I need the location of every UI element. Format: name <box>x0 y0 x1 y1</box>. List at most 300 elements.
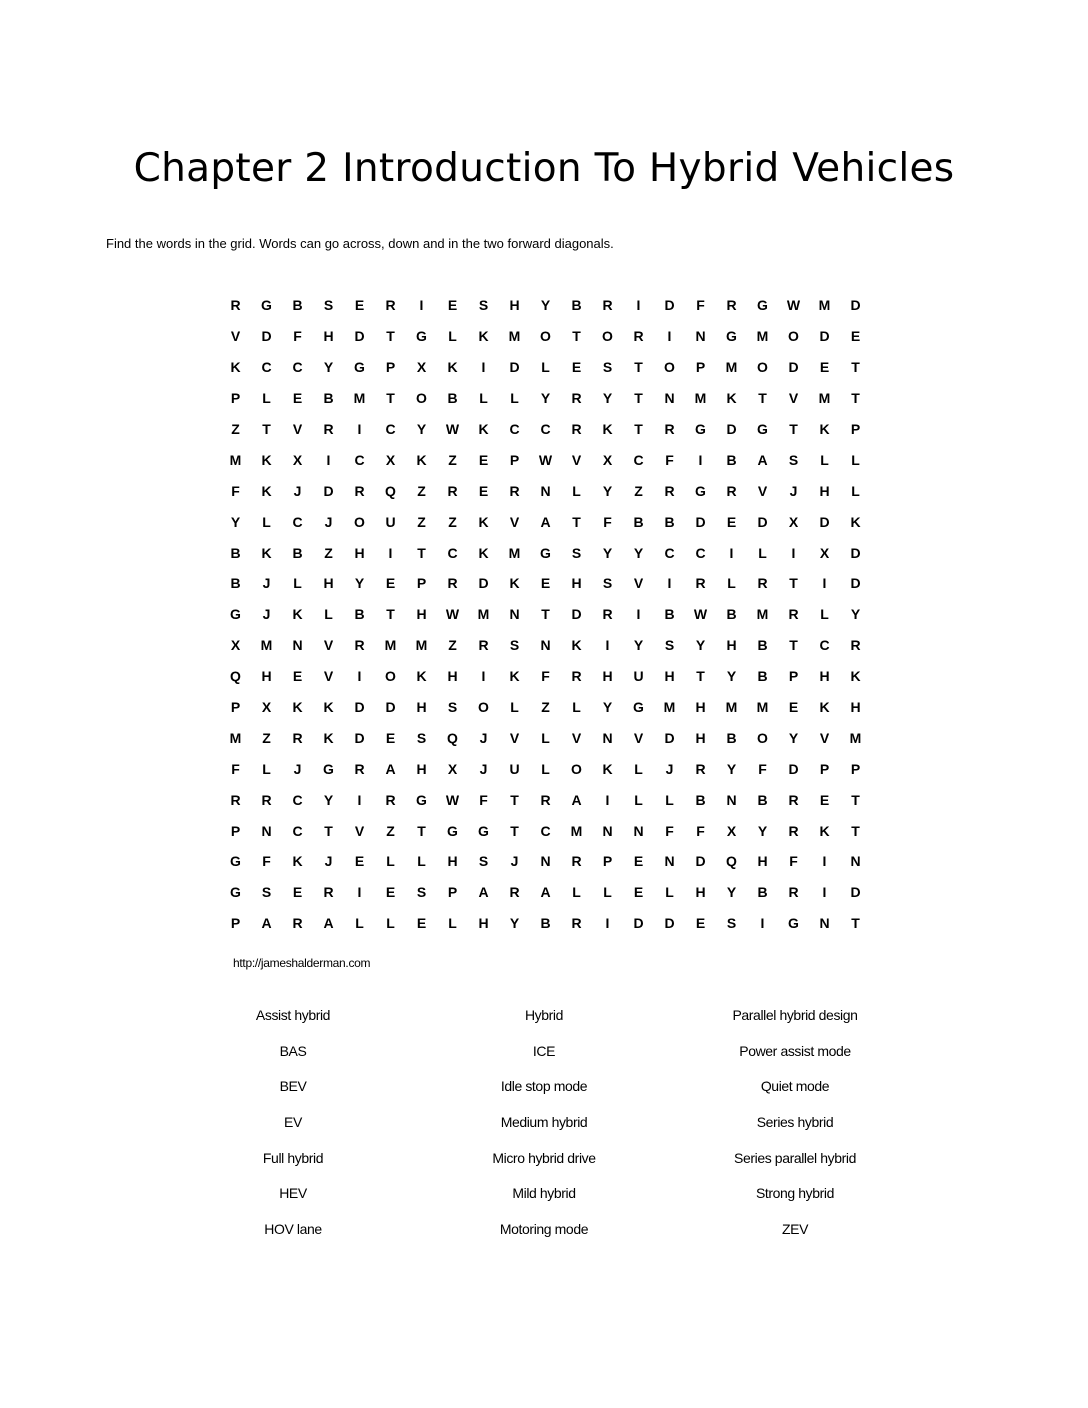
grid-cell: D <box>819 513 830 530</box>
grid-cell: S <box>788 451 799 468</box>
grid-cell: T <box>572 328 581 345</box>
word-list-item: Medium hybrid <box>500 1114 588 1131</box>
grid-cell: G <box>230 884 241 901</box>
grid-cell: Q <box>726 853 737 870</box>
grid-cell: G <box>726 328 737 345</box>
grid-cell: R <box>633 328 644 345</box>
grid-cell: J <box>324 853 333 870</box>
grid-cell: C <box>292 822 303 839</box>
grid-cell: V <box>788 390 799 407</box>
grid-cell: K <box>726 390 737 407</box>
grid-cell: E <box>385 575 396 592</box>
grid-cell: R <box>509 482 520 499</box>
grid-cell: L <box>758 544 767 561</box>
grid-cell: G <box>695 421 706 437</box>
grid-cell: D <box>261 328 272 345</box>
grid-cell: T <box>851 359 860 376</box>
grid-cell: T <box>417 822 426 839</box>
grid-cell: G <box>261 297 272 314</box>
word-list-item: Quiet mode <box>760 1078 830 1095</box>
grid-cell: D <box>354 729 365 746</box>
grid-cell: O <box>478 699 489 716</box>
grid-cell: H <box>447 668 458 685</box>
grid-cell: C <box>540 822 551 839</box>
grid-cell: Q <box>385 482 396 499</box>
word-list <box>168 998 920 1248</box>
grid-cell: O <box>540 328 551 345</box>
grid-cell: R <box>292 729 303 746</box>
grid-cell: L <box>479 390 488 407</box>
grid-cell: C <box>292 791 303 808</box>
grid-cell: Z <box>262 729 271 746</box>
grid-cell: X <box>447 760 458 777</box>
grid-cell: S <box>323 297 334 314</box>
grid-cell: K <box>447 359 458 376</box>
grid-cell: J <box>510 853 519 870</box>
grid-cell: M <box>508 328 521 345</box>
grid-cell: O <box>385 668 396 685</box>
grid-cell: H <box>416 760 427 777</box>
grid-cell: R <box>571 915 582 932</box>
grid-cell: I <box>357 791 362 808</box>
grid-cell: Y <box>323 791 334 808</box>
grid-cell: W <box>445 421 460 437</box>
grid-cell: E <box>788 699 799 716</box>
grid-cell: V <box>354 822 365 839</box>
word-list-item: Parallel hybrid design <box>732 1007 858 1023</box>
grid-cell: K <box>571 637 582 654</box>
grid-cell: H <box>261 668 272 685</box>
grid-cell: O <box>354 513 365 530</box>
grid-cell: R <box>323 421 334 437</box>
grid-cell: R <box>354 760 365 777</box>
grid-cell: B <box>726 451 737 468</box>
grid-cell: G <box>757 421 768 437</box>
grid-cell: Y <box>602 482 613 499</box>
grid-cell: F <box>758 760 767 777</box>
grid-cell: J <box>479 760 488 777</box>
grid-cell: T <box>510 822 519 839</box>
grid-cell: Z <box>541 699 550 716</box>
grid-cell: M <box>756 328 769 345</box>
grid-cell: L <box>262 390 271 407</box>
grid-cell: R <box>447 575 458 592</box>
grid-cell: E <box>478 451 489 468</box>
grid-cell: N <box>850 853 861 870</box>
grid-cell: G <box>447 822 458 839</box>
grid-cell: N <box>664 853 675 870</box>
grid-cell: Y <box>602 699 613 716</box>
grid-cell: Y <box>323 359 334 376</box>
grid-cell: T <box>572 513 581 530</box>
grid-cell: R <box>788 822 799 839</box>
grid-cell: U <box>633 668 644 685</box>
word-list-item: Strong hybrid <box>755 1185 835 1202</box>
grid-cell: R <box>230 791 241 808</box>
grid-cell: X <box>230 637 241 654</box>
grid-cell: J <box>262 575 271 592</box>
grid-cell: V <box>633 575 644 592</box>
grid-cell: D <box>726 421 737 437</box>
grid-cell: O <box>602 328 613 345</box>
grid-cell: K <box>323 729 334 746</box>
grid-cell: M <box>694 390 707 407</box>
grid-cell: J <box>293 482 302 499</box>
grid-cell: T <box>851 915 860 932</box>
grid-row <box>220 692 871 723</box>
word-list-item: BAS <box>279 1042 307 1059</box>
grid-cell: N <box>540 637 551 654</box>
word-list-item: Motoring mode <box>499 1221 589 1238</box>
grid-row <box>220 568 871 599</box>
grid-cell: C <box>540 421 551 437</box>
grid-cell: E <box>354 853 365 870</box>
grid-cell: D <box>354 328 365 345</box>
word-list-item: Micro hybrid drive <box>492 1149 596 1166</box>
grid-cell: M <box>353 390 366 407</box>
grid-cell: K <box>509 668 520 685</box>
grid-cell: H <box>695 699 706 716</box>
grid-cell: S <box>416 884 427 901</box>
grid-cell: H <box>695 729 706 746</box>
grid-cell: M <box>415 637 428 654</box>
grid-cell: D <box>664 915 675 932</box>
grid-cell: P <box>850 760 861 777</box>
grid-cell: T <box>851 791 860 808</box>
grid-cell: L <box>851 482 860 499</box>
grid-cell: T <box>789 637 798 654</box>
grid-cell: V <box>323 668 334 685</box>
grid-cell: X <box>819 544 830 561</box>
grid-cell: T <box>324 822 333 839</box>
grid-cell: U <box>509 760 520 777</box>
page-title: Chapter 2 Introduction To Hybrid Vehicles <box>133 146 955 191</box>
grid-cell: A <box>261 915 272 932</box>
grid-cell: C <box>664 544 675 561</box>
grid-cell: I <box>419 297 424 314</box>
grid-cell: X <box>416 359 427 376</box>
grid-cell: R <box>354 482 365 499</box>
grid-cell: R <box>602 606 613 623</box>
grid-cell: C <box>695 544 706 561</box>
grid-cell: L <box>510 390 519 407</box>
grid-cell: R <box>540 791 551 808</box>
grid-cell: F <box>665 822 674 839</box>
grid-cell: R <box>602 297 613 314</box>
grid-row <box>220 352 871 383</box>
grid-cell: L <box>665 884 674 901</box>
grid-cell: L <box>820 606 829 623</box>
grid-cell: W <box>445 791 460 808</box>
word-list-item: Assist hybrid <box>255 1007 331 1023</box>
grid-cell: E <box>447 297 458 314</box>
grid-cell: T <box>851 822 860 839</box>
grid-cell: R <box>695 760 706 777</box>
grid-cell: F <box>262 853 271 870</box>
grid-cell: M <box>849 729 862 746</box>
grid-cell: A <box>571 791 582 808</box>
grid-cell: K <box>478 328 489 345</box>
grid-cell: Y <box>726 884 737 901</box>
grid-cell: Z <box>448 637 457 654</box>
grid-cell: X <box>292 451 303 468</box>
grid-cell: V <box>230 328 241 345</box>
word-list-item: Power assist mode <box>739 1042 851 1059</box>
grid-cell: J <box>479 729 488 746</box>
grid-cell: Q <box>230 668 241 685</box>
grid-cell: Y <box>726 668 737 685</box>
grid-cell: I <box>667 575 672 592</box>
grid-row <box>220 784 871 815</box>
grid-cell: A <box>540 513 551 530</box>
grid-cell: Y <box>788 729 799 746</box>
grid-cell: I <box>357 884 362 901</box>
grid-cell: B <box>230 575 241 592</box>
grid-cell: I <box>481 359 486 376</box>
grid-cell: Z <box>231 421 240 437</box>
grid-cell: L <box>572 482 581 499</box>
grid-cell: B <box>571 297 582 314</box>
grid-cell: Y <box>602 544 613 561</box>
grid-cell: F <box>231 760 240 777</box>
grid-cell: E <box>850 328 861 345</box>
grid-row <box>220 321 871 352</box>
grid-cell: X <box>726 822 737 839</box>
grid-cell: N <box>602 822 613 839</box>
grid-cell: R <box>726 297 737 314</box>
grid-row <box>220 599 871 630</box>
grid-cell: L <box>665 791 674 808</box>
source-link[interactable]: http://jameshalderman.com <box>233 956 371 970</box>
grid-cell: E <box>292 884 303 901</box>
grid-cell: M <box>663 699 676 716</box>
grid-cell: Y <box>540 297 551 314</box>
grid-cell: R <box>385 297 396 314</box>
grid-cell: K <box>416 668 427 685</box>
grid-cell: I <box>388 544 393 561</box>
grid-cell: B <box>757 637 768 654</box>
grid-cell: G <box>695 482 706 499</box>
grid-cell: I <box>667 328 672 345</box>
grid-cell: B <box>633 513 644 530</box>
grid-cell: K <box>230 359 241 376</box>
word-list-item: Series hybrid <box>756 1114 834 1131</box>
grid-cell: S <box>602 575 613 592</box>
grid-cell: G <box>478 822 489 839</box>
grid-cell: B <box>664 513 675 530</box>
grid-cell: H <box>416 699 427 716</box>
word-search-grid <box>220 290 871 939</box>
grid-row <box>220 630 871 661</box>
grid-cell: I <box>605 791 610 808</box>
grid-cell: P <box>416 575 427 592</box>
grid-cell: D <box>323 482 334 499</box>
grid-cell: L <box>572 699 581 716</box>
grid-cell: Z <box>386 822 395 839</box>
grid-cell: G <box>416 328 427 345</box>
instructions: Find the words in the grid. Words can go across, down and in the two forward diagonals. <box>106 236 614 251</box>
grid-cell: D <box>509 359 520 376</box>
grid-cell: E <box>354 297 365 314</box>
grid-cell: T <box>262 421 271 437</box>
grid-cell: Y <box>850 606 861 623</box>
grid-cell: H <box>757 853 768 870</box>
grid-cell: P <box>230 390 241 407</box>
word-list-item: ZEV <box>781 1221 809 1238</box>
grid-cell: S <box>416 729 427 746</box>
grid-cell: L <box>541 359 550 376</box>
grid-cell: I <box>605 915 610 932</box>
grid-cell: H <box>416 606 427 623</box>
grid-cell: C <box>292 513 303 530</box>
grid-cell: I <box>326 451 331 468</box>
grid-cell: R <box>261 791 272 808</box>
grid-cell: H <box>354 544 365 561</box>
grid-cell: H <box>819 482 830 499</box>
grid-cell: P <box>695 359 706 376</box>
grid-cell: K <box>819 822 830 839</box>
grid-cell: B <box>726 729 737 746</box>
grid-cell: T <box>634 390 643 407</box>
grid-cell: T <box>758 390 767 407</box>
grid-cell: F <box>479 791 488 808</box>
grid-cell: C <box>633 451 644 468</box>
grid-cell: J <box>293 760 302 777</box>
grid-cell: Y <box>633 637 644 654</box>
grid-cell: E <box>726 513 737 530</box>
grid-cell: L <box>820 451 829 468</box>
grid-cell: N <box>509 606 520 623</box>
grid-cell: P <box>788 668 799 685</box>
grid-cell: F <box>231 482 240 499</box>
grid-cell: H <box>850 699 861 716</box>
grid-cell: R <box>292 915 303 932</box>
grid-cell: V <box>571 451 582 468</box>
grid-cell: R <box>850 637 861 654</box>
grid-cell: L <box>510 699 519 716</box>
grid-cell: E <box>695 915 706 932</box>
grid-cell: B <box>757 668 768 685</box>
grid-cell: D <box>354 699 365 716</box>
grid-cell: I <box>760 915 765 932</box>
grid-cell: M <box>508 544 521 561</box>
grid-cell: K <box>478 544 489 561</box>
grid-cell: V <box>757 482 768 499</box>
grid-cell: W <box>445 606 460 623</box>
grid-cell: Y <box>757 822 768 839</box>
grid-cell: Y <box>726 760 737 777</box>
grid-cell: D <box>788 760 799 777</box>
grid-cell: V <box>509 513 520 530</box>
grid-cell: G <box>323 760 334 777</box>
grid-row <box>220 537 871 568</box>
grid-cell: H <box>695 884 706 901</box>
grid-cell: L <box>417 853 426 870</box>
grid-cell: K <box>602 421 613 437</box>
grid-cell: U <box>385 513 396 530</box>
grid-cell: L <box>262 760 271 777</box>
grid-cell: L <box>293 575 302 592</box>
grid-cell: K <box>261 544 272 561</box>
grid-cell: B <box>292 297 303 314</box>
grid-cell: S <box>726 915 737 932</box>
grid-cell: L <box>541 760 550 777</box>
grid-cell: T <box>510 791 519 808</box>
grid-cell: Z <box>417 482 426 499</box>
grid-row <box>220 846 871 877</box>
grid-cell: H <box>509 297 520 314</box>
grid-cell: R <box>757 575 768 592</box>
grid-cell: D <box>385 699 396 716</box>
grid-cell: T <box>789 575 798 592</box>
grid-cell: C <box>385 421 396 437</box>
grid-cell: R <box>788 791 799 808</box>
grid-cell: Y <box>230 513 241 530</box>
grid-cell: B <box>757 884 768 901</box>
grid-row <box>220 290 871 321</box>
grid-cell: S <box>571 544 582 561</box>
grid-cell: D <box>850 884 861 901</box>
grid-cell: V <box>509 729 520 746</box>
grid-cell: N <box>695 328 706 345</box>
grid-cell: B <box>726 606 737 623</box>
grid-cell: K <box>323 699 334 716</box>
grid-cell: K <box>261 482 272 499</box>
grid-cell: K <box>478 421 489 437</box>
grid-cell: M <box>229 729 242 746</box>
grid-cell: Z <box>417 513 426 530</box>
grid-cell: A <box>385 760 396 777</box>
grid-cell: P <box>385 359 396 376</box>
grid-cell: M <box>756 606 769 623</box>
grid-cell: B <box>757 791 768 808</box>
grid-cell: I <box>729 544 734 561</box>
grid-cell: A <box>478 884 489 901</box>
grid-cell: D <box>664 729 675 746</box>
grid-cell: C <box>354 451 365 468</box>
grid-cell: L <box>386 853 395 870</box>
grid-cell: K <box>850 668 861 685</box>
grid-cell: L <box>448 915 457 932</box>
grid-cell: K <box>292 606 303 623</box>
grid-cell: M <box>384 637 397 654</box>
grid-cell: V <box>571 729 582 746</box>
word-list-item: Mild hybrid <box>512 1185 576 1202</box>
grid-cell: K <box>416 451 427 468</box>
word-list-item: BEV <box>279 1078 307 1095</box>
grid-cell: E <box>571 359 582 376</box>
grid-cell: X <box>602 451 613 468</box>
grid-cell: D <box>757 513 768 530</box>
word-list-item: EV <box>284 1114 302 1131</box>
grid-cell: S <box>664 637 675 654</box>
grid-row <box>220 444 871 475</box>
grid-cell: V <box>819 729 830 746</box>
grid-cell: B <box>323 390 334 407</box>
grid-cell: N <box>819 915 830 932</box>
grid-cell: I <box>357 668 362 685</box>
grid-cell: R <box>478 637 489 654</box>
grid-cell: N <box>540 482 551 499</box>
grid-cell: C <box>819 637 830 654</box>
grid-cell: E <box>292 668 303 685</box>
grid-cell: N <box>292 637 303 654</box>
grid-cell: L <box>386 915 395 932</box>
grid-cell: D <box>664 297 675 314</box>
grid-row <box>220 414 871 445</box>
grid-cell: D <box>633 915 644 932</box>
grid-cell: D <box>850 297 861 314</box>
